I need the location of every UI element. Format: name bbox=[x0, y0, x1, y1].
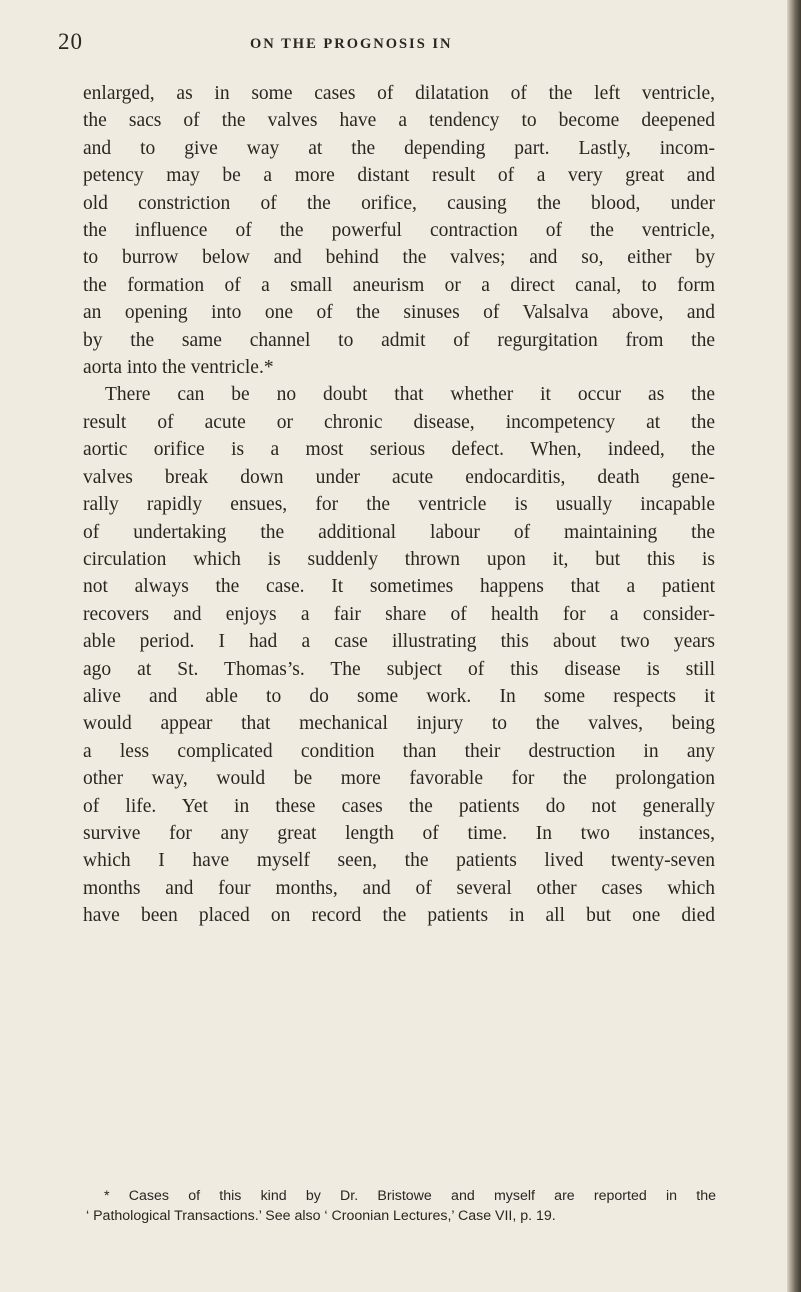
text-line: would appear that mechanical injury to the valves, being bbox=[83, 713, 715, 735]
footnote-line: ‘ Pathological Transactions.’ See also ‘ Croonian Lectures,’ Case VII, p. 19. bbox=[86, 1208, 556, 1224]
text-line: and to give way at the depending part. Lastly, incom- bbox=[83, 137, 715, 159]
text-line: There can be no doubt that whether it occur as the bbox=[105, 384, 715, 406]
text-line: of life. Yet in these cases the patients do not generally bbox=[83, 795, 715, 817]
text-line: petency may be a more distant result of a very great and bbox=[83, 165, 715, 187]
text-line: able period. I had a case illustrating this about two years bbox=[83, 631, 715, 653]
text-line: by the same channel to admit of regurgitation from the bbox=[83, 329, 715, 351]
text-line: other way, would be more favorable for the prolongation bbox=[83, 768, 715, 790]
text-line: to burrow below and behind the valves; and so, either by bbox=[83, 247, 715, 269]
page-header bbox=[0, 28, 801, 56]
page-edge-shadow bbox=[787, 0, 801, 1292]
text-line: circulation which is suddenly thrown upon it, but this is bbox=[83, 548, 715, 570]
text-line: an opening into one of the sinuses of Valsalva above, and bbox=[83, 302, 715, 324]
text-line: enlarged, as in some cases of dilatation of the left ventricle, bbox=[83, 83, 715, 104]
text-line: the influence of the powerful contraction of the ventricle, bbox=[83, 220, 715, 242]
text-line: have been placed on record the patients in all but one died bbox=[83, 905, 715, 927]
text-line: recovers and enjoys a fair share of health for a consider- bbox=[83, 603, 715, 625]
text-line: the sacs of the valves have a tendency to become deepened bbox=[83, 110, 715, 132]
text-line: aortic orifice is a most serious defect. When, indeed, the bbox=[83, 439, 715, 461]
footnote-line: * Cases of this kind by Dr. Bristowe and myself are reported in the bbox=[104, 1188, 716, 1204]
text-line: aorta into the ventricle.* bbox=[83, 357, 274, 379]
text-line: months and four months, and of several other cases which bbox=[83, 877, 715, 899]
text-line: alive and able to do some work. In some respects it bbox=[83, 685, 715, 707]
text-line: of undertaking the additional labour of maintaining the bbox=[83, 521, 715, 543]
running-head: ON THE PROGNOSIS IN bbox=[250, 36, 453, 52]
text-line: result of acute or chronic disease, incompetency at the bbox=[83, 411, 715, 433]
text-line: ago at St. Thomas’s. The subject of this disease is still bbox=[83, 658, 715, 680]
text-line: the formation of a small aneurism or a direct canal, to form bbox=[83, 274, 715, 296]
text-line: valves break down under acute endocarditis, death gene- bbox=[83, 466, 715, 488]
text-line: not always the case. It sometimes happens that a patient bbox=[83, 576, 715, 598]
body-text bbox=[83, 80, 715, 930]
text-line: survive for any great length of time. In two instances, bbox=[83, 822, 715, 844]
footnote bbox=[86, 1186, 716, 1226]
text-line: rally rapidly ensues, for the ventricle is usually incapable bbox=[83, 494, 715, 516]
page-number: 20 bbox=[58, 29, 83, 54]
text-line: a less complicated condition than their destruction in any bbox=[83, 740, 715, 762]
text-line: which I have myself seen, the patients lived twenty-seven bbox=[83, 850, 715, 872]
text-line: old constriction of the orifice, causing the blood, under bbox=[83, 192, 715, 214]
